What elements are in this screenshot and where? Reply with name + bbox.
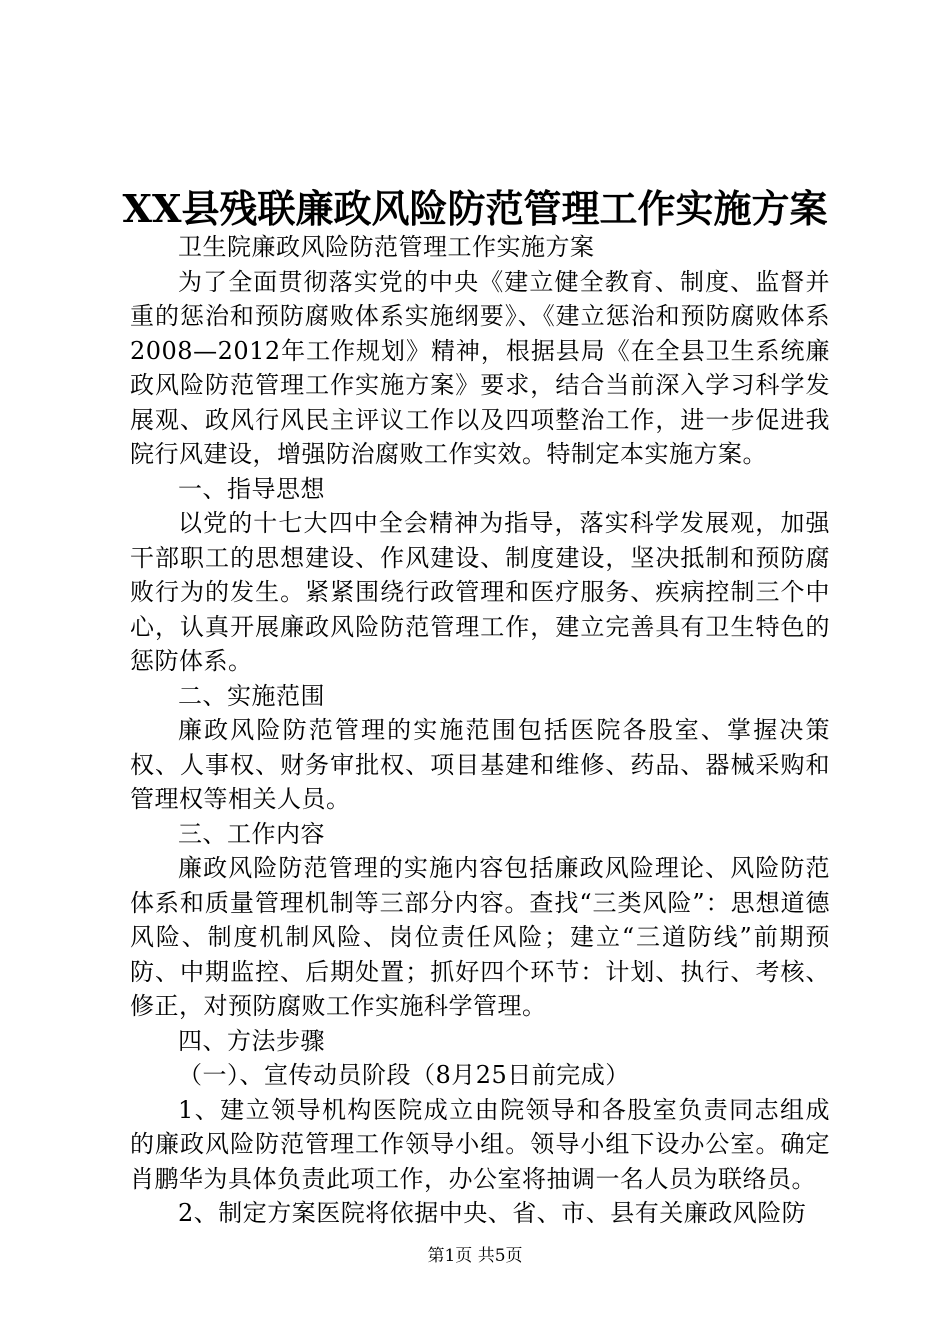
section-heading-work-content: 三、工作内容 bbox=[178, 819, 325, 848]
step-2-paragraph: 2、制定方案医院将依据中央、省、市、县有关廉政风险防 bbox=[178, 1199, 807, 1227]
step-1-paragraph: 1、建立领导机构医院成立由院领导和各股室负责同志组成的廉政风险防范管理工作领导小组。领导小组下设办公室。确定肖鹏华为具体负责此项工作，办公室将抽调一名人员为联络员。 bbox=[130, 1095, 830, 1193]
subsection-heading-publicity: （一）、宣传动员阶段（8月25日前完成） bbox=[178, 1061, 630, 1089]
section-heading-guiding-ideology: 一、指导思想 bbox=[178, 474, 325, 503]
intro-paragraph: 为了全面贯彻落实党的中央《建立健全教育、制度、监督并重的惩治和预防腐败体系实施纲要》、《建立惩治和预防腐败体系2008—2012年工作规划》精神，根据县局《在全县卫生系统廉政风险防范管理工作实施方案》要求，结合当前深入学习科学发展观、政风行风民主评议工作以及四项整治工作，进一步促进我院行风建设，增强防治腐败工作实效。特制定本实施方案。 bbox=[130, 267, 830, 468]
page-number-footer: 第1页 共5页 bbox=[427, 1246, 523, 1266]
section-heading-method-steps: 四、方法步骤 bbox=[178, 1026, 325, 1055]
guiding-ideology-paragraph: 以党的十七大四中全会精神为指导，落实科学发展观，加强干部职工的思想建设、作风建设、制度建设，坚决抵制和预防腐败行为的发生。紧紧围绕行政管理和医疗服务、疾病控制三个中心，认真开展廉政风险防范管理工作，建立完善具有卫生特色的惩防体系。 bbox=[130, 509, 830, 675]
document-title: XX县残联廉政风险防范管理工作实施方案 bbox=[122, 186, 828, 231]
document-body bbox=[130, 230, 830, 1231]
subtitle-paragraph: 卫生院廉政风险防范管理工作实施方案 bbox=[178, 233, 595, 261]
scope-paragraph: 廉政风险防范管理的实施范围包括医院各股室、掌握决策权、人事权、财务审批权、项目基建和维修、药品、器械采购和管理权等相关人员。 bbox=[130, 716, 830, 813]
section-heading-scope: 二、实施范围 bbox=[178, 681, 325, 710]
work-content-paragraph: 廉政风险防范管理的实施内容包括廉政风险理论、风险防范体系和质量管理机制等三部分内容。查找“三类风险”：思想道德风险、制度机制风险、岗位责任风险；建立“三道防线”前期预防、中期监控、后期处置；抓好四个环节：计划、执行、考核、修正，对预防腐败工作实施科学管理。 bbox=[130, 854, 830, 1020]
